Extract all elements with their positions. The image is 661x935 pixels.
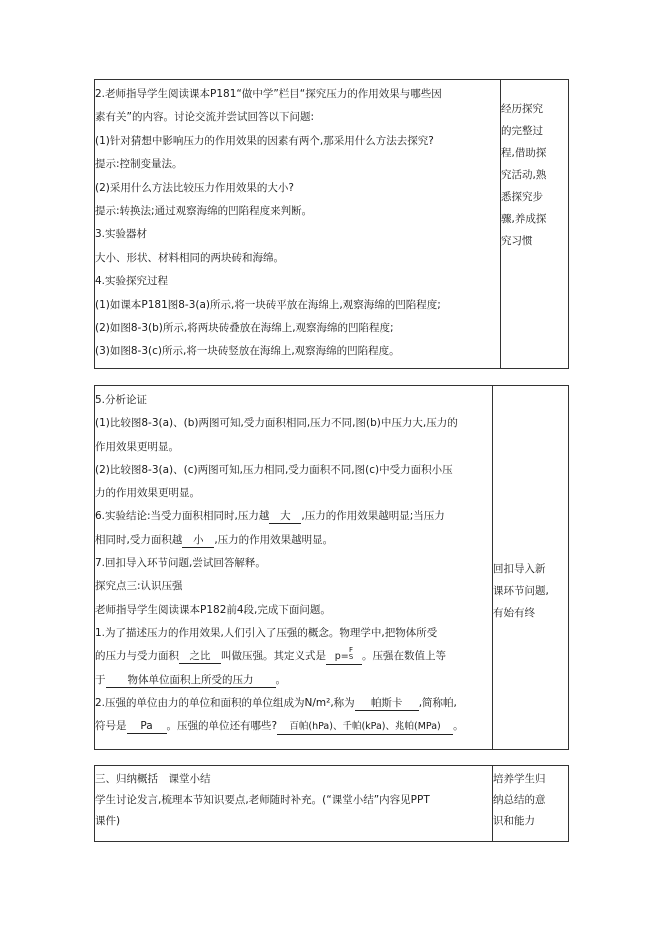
intent-line: 课环节问题, xyxy=(493,585,549,597)
intent-line: 回扣导入新 xyxy=(493,563,546,575)
text-line: 三、归纳概括 课堂小结 xyxy=(95,773,211,785)
text-line: (2)采用什么方法比较压力作用效果的大小? xyxy=(95,181,294,194)
text-line: 作用效果更明显。 xyxy=(95,440,179,453)
text-fragment: 2.压强的单位由力的单位和面积的单位组成为N/m²,称为 xyxy=(95,696,355,709)
intent-line: 培养学生归 xyxy=(493,773,546,785)
text-fragment: 。 xyxy=(453,720,464,733)
intent-cell xyxy=(493,766,569,842)
text-fragment: 于 xyxy=(95,673,106,686)
text-fragment: 6.实验结论:当受力面积相同时,压力越 xyxy=(95,510,270,523)
text-line: 2.老师指导学生阅读课本P181“做中学”栏目“探究压力的作用效果与哪些因 xyxy=(95,88,442,100)
lesson-table-block-1 xyxy=(94,79,569,369)
text-fragment: ,压力的作用效果越明显;当压力 xyxy=(301,510,445,523)
intent-line: 骤,养成探 xyxy=(501,213,547,225)
text-line xyxy=(95,692,492,715)
text-fragment: 。 xyxy=(275,673,286,686)
lesson-table-block-2 xyxy=(94,385,569,750)
text-line: (2)如图8-3(b)所示,将两块砖叠放在海绵上,观察海绵的凹陷程度; xyxy=(95,321,394,334)
intent-cell xyxy=(501,80,569,369)
activity-cell xyxy=(95,386,493,750)
text-fragment: ,压力的作用效果越明显。 xyxy=(214,533,334,546)
text-line xyxy=(95,715,492,738)
text-line: (1)如课本P181图8-3(a)所示,将一块砖平放在海绵上,观察海绵的凹陷程度; xyxy=(95,298,441,311)
formula-fraction xyxy=(349,647,353,661)
answer-blank: Pa xyxy=(127,719,167,734)
text-line: (3)如图8-3(c)所示,将一块砖竖放在海绵上,观察海绵的凹陷程度。 xyxy=(95,345,400,358)
text-line: (2)比较图8-3(a)、(c)两图可知,压力相同,受力面积不同,图(c)中受力面积小压 xyxy=(95,463,453,476)
formula-lhs: p= xyxy=(334,651,349,663)
answer-blank: 百帕(hPa)、千帕(kPa)、兆帕(MPa) xyxy=(277,720,453,735)
text-line: 老师指导学生阅读课本P182前4段,完成下面问题。 xyxy=(95,603,331,616)
text-line: 课件) xyxy=(95,815,121,827)
text-line: 3.实验器材 xyxy=(95,228,148,241)
intent-line: 经历探究 xyxy=(501,103,543,115)
intent-cell xyxy=(493,386,569,750)
intent-line: 究活动,熟 xyxy=(501,169,547,181)
text-line: 提示:控制变量法。 xyxy=(95,158,183,171)
lesson-table-block-3 xyxy=(94,765,569,842)
text-line xyxy=(95,505,492,528)
text-line: 学生讨论发言,梳理本节知识要点,老师随时补充。(“课堂小结”内容见PPT xyxy=(95,794,430,806)
formula-blank xyxy=(326,646,362,665)
activity-cell xyxy=(95,766,493,842)
text-line: 1.为了描述压力的作用效果,人们引入了压强的概念。物理学中,把物体所受 xyxy=(95,626,438,639)
text-line: 提示:转换法;通过观察海绵的凹陷程度来判断。 xyxy=(95,204,313,217)
intent-line: 悉探究步 xyxy=(501,191,543,203)
text-fragment: 的压力与受力面积 xyxy=(95,650,179,663)
text-fragment: 叫做压强。其定义式是 xyxy=(221,650,326,663)
text-fragment: 符号是 xyxy=(95,720,127,733)
intent-line: 的完整过 xyxy=(501,125,543,137)
answer-blank: 物体单位面积上所受的压力 xyxy=(106,673,276,688)
answer-blank: 小 xyxy=(182,533,214,548)
text-line: (1)比较图8-3(a)、(b)两图可知,受力面积相同,压力不同,图(b)中压力大,压力的 xyxy=(95,417,458,430)
activity-cell xyxy=(95,80,501,369)
text-line: 大小、形状、材料相同的两块砖和海绵。 xyxy=(95,251,284,264)
intent-line: 识和能力 xyxy=(493,815,535,827)
intent-line: 纳总结的意 xyxy=(493,794,546,806)
text-fragment: 。压强在数值上等 xyxy=(362,650,446,663)
text-line: (1)针对猜想中影响压力的作用效果的因素有两个,那采用什么方法去探究? xyxy=(95,134,434,147)
intent-line: 有始有终 xyxy=(493,607,535,619)
answer-blank: 帕斯卡 xyxy=(355,696,419,711)
formula-denominator: S xyxy=(348,653,354,662)
text-line: 素有关”的内容。讨论交流并尝试回答以下问题: xyxy=(95,111,314,124)
text-fragment: 相同时,受力面积越 xyxy=(95,533,183,546)
text-line xyxy=(95,645,492,668)
intent-line: 程,借助探 xyxy=(501,147,547,159)
text-fragment: ,简称帕, xyxy=(418,696,457,709)
text-line: 探究点三:认识压强 xyxy=(95,580,183,593)
text-line: 7.回扣导入环节问题,尝试回答解释。 xyxy=(95,557,266,570)
intent-line: 究习惯 xyxy=(501,235,533,247)
text-fragment: 。压强的单位还有哪些? xyxy=(166,720,278,733)
text-line: 力的作用效果更明显。 xyxy=(95,487,200,500)
formula-numerator: F xyxy=(348,646,353,655)
text-line: 4.实验探究过程 xyxy=(95,275,169,288)
text-line xyxy=(95,669,492,692)
answer-blank: 之比 xyxy=(179,649,221,664)
text-line: 5.分析论证 xyxy=(95,394,148,406)
text-line xyxy=(95,529,492,552)
answer-blank: 大 xyxy=(269,509,301,524)
